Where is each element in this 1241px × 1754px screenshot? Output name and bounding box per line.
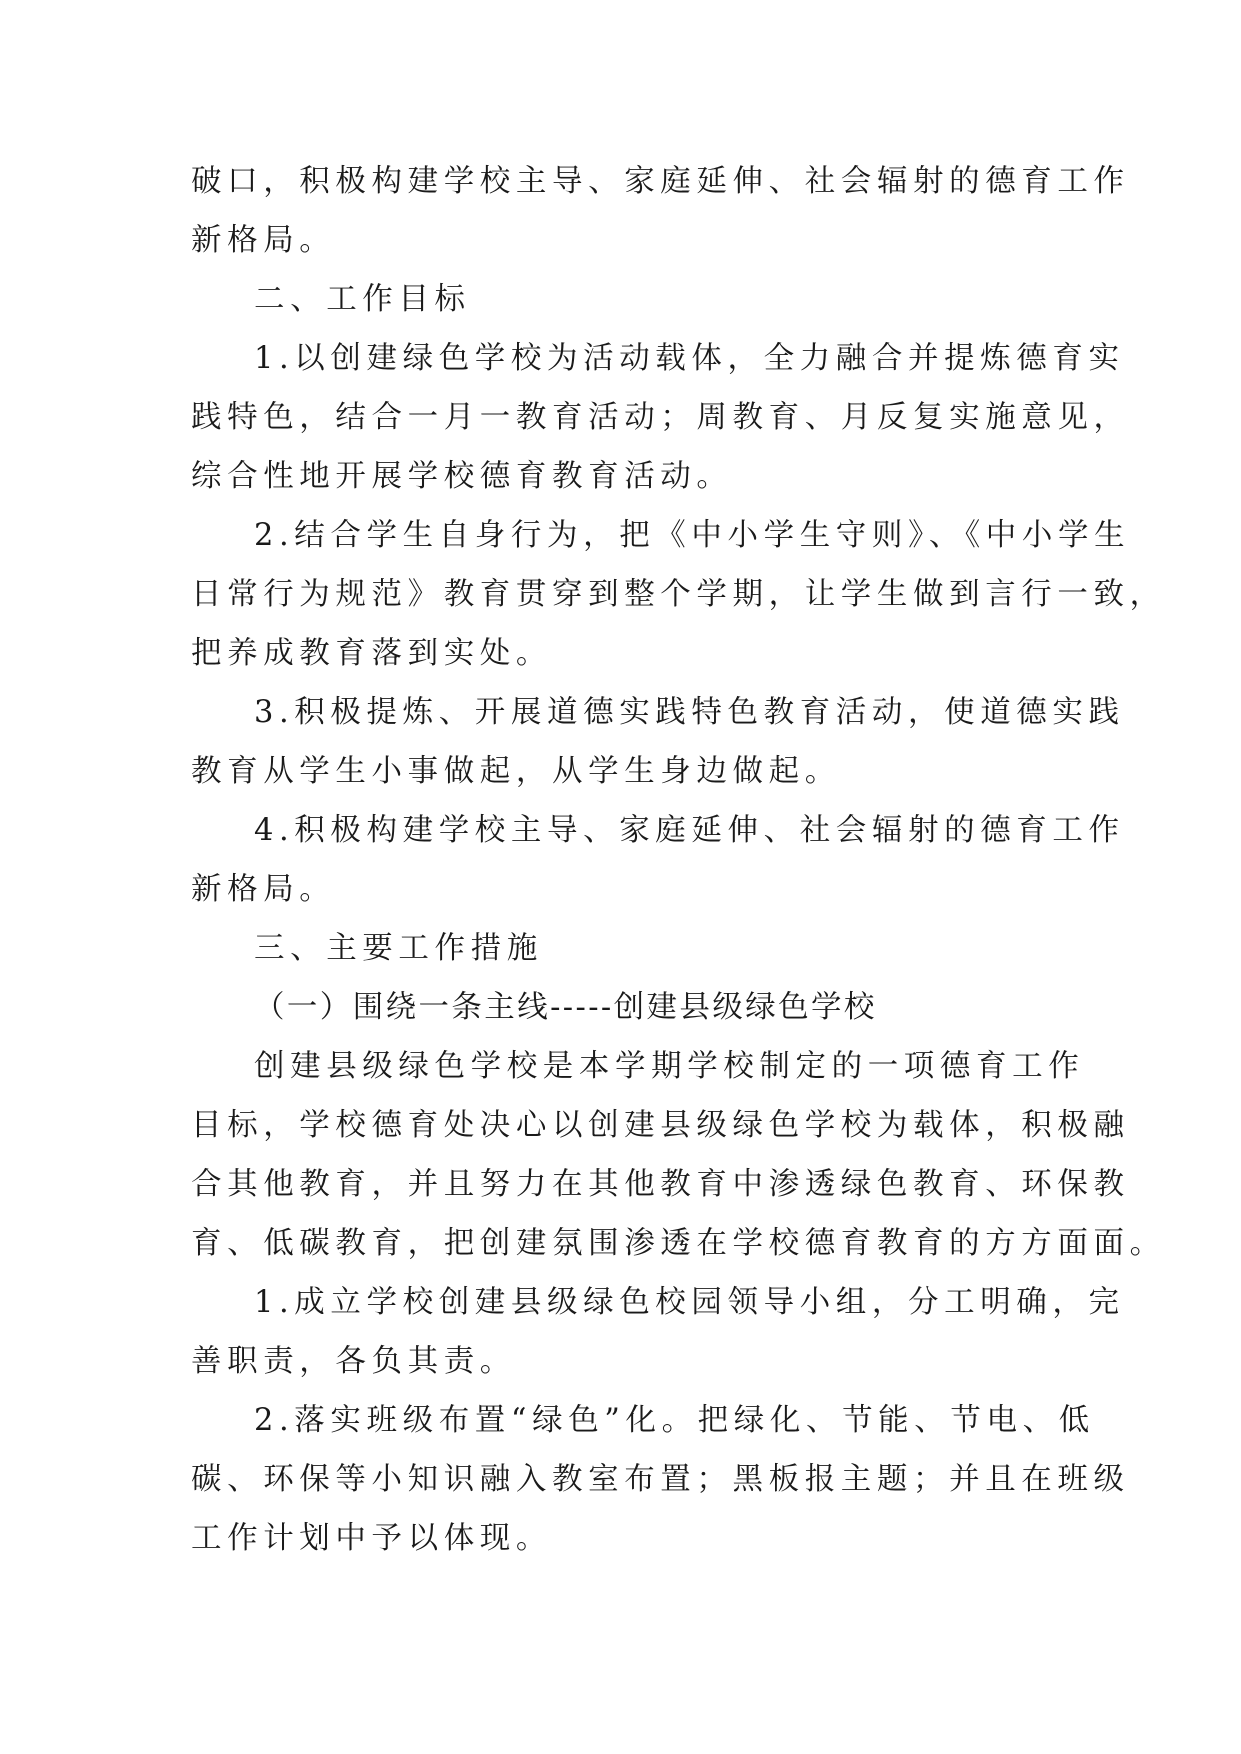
paragraph-line: 新格局。 (191, 872, 336, 907)
paragraph-line: 1.成立学校创建县级绿色校园领导小组，分工明确，完 (254, 1285, 1125, 1320)
section-heading: 三、主要工作措施 (254, 931, 543, 966)
document-body (191, 152, 1166, 1568)
paragraph-line: 善职责，各负其责。 (191, 1344, 516, 1379)
paragraph-line: 碳、环保等小知识融入教室布置；黑板报主题；并且在班级 (191, 1462, 1130, 1497)
paragraph-line: 日常行为规范》教育贯穿到整个学期，让学生做到言行一致， (191, 577, 1166, 612)
paragraph-line: 新格局。 (191, 223, 336, 258)
paragraph-line: 4.积极构建学校主导、家庭延伸、社会辐射的德育工作 (254, 813, 1125, 848)
paragraph-line: 教育从学生小事做起，从学生身边做起。 (191, 754, 841, 789)
paragraph-line: 综合性地开展学校德育教育活动。 (191, 459, 733, 494)
section-heading: 二、工作目标 (254, 282, 471, 317)
subsection-heading: （一）围绕一条主线-----创建县级绿色学校 (254, 990, 877, 1025)
paragraph-line: 破口，积极构建学校主导、家庭延伸、社会辐射的德育工作 (191, 164, 1130, 199)
paragraph-line: 创建县级绿色学校是本学期学校制定的一项德育工作 (254, 1049, 1085, 1084)
paragraph-line: 3.积极提炼、开展道德实践特色教育活动，使道德实践 (254, 695, 1125, 730)
paragraph-line: 践特色，结合一月一教育活动；周教育、月反复实施意见， (191, 400, 1130, 435)
paragraph-line: 工作计划中予以体现。 (191, 1521, 552, 1556)
paragraph-line: 育、低碳教育，把创建氛围渗透在学校德育教育的方方面面。 (191, 1226, 1166, 1261)
paragraph-line: 2.落实班级布置“绿色”化。把绿化、节能、节电、低 (254, 1403, 1095, 1438)
paragraph-line: 把养成教育落到实处。 (191, 636, 552, 671)
paragraph-line: 2.结合学生自身行为，把《中小学生守则》、《中小学生 (254, 518, 1131, 553)
paragraph-line: 目标，学校德育处决心以创建县级绿色学校为载体，积极融 (191, 1108, 1130, 1143)
paragraph-line: 合其他教育，并且努力在其他教育中渗透绿色教育、环保教 (191, 1167, 1130, 1202)
paragraph-line: 1.以创建绿色学校为活动载体，全力融合并提炼德育实 (254, 341, 1125, 376)
